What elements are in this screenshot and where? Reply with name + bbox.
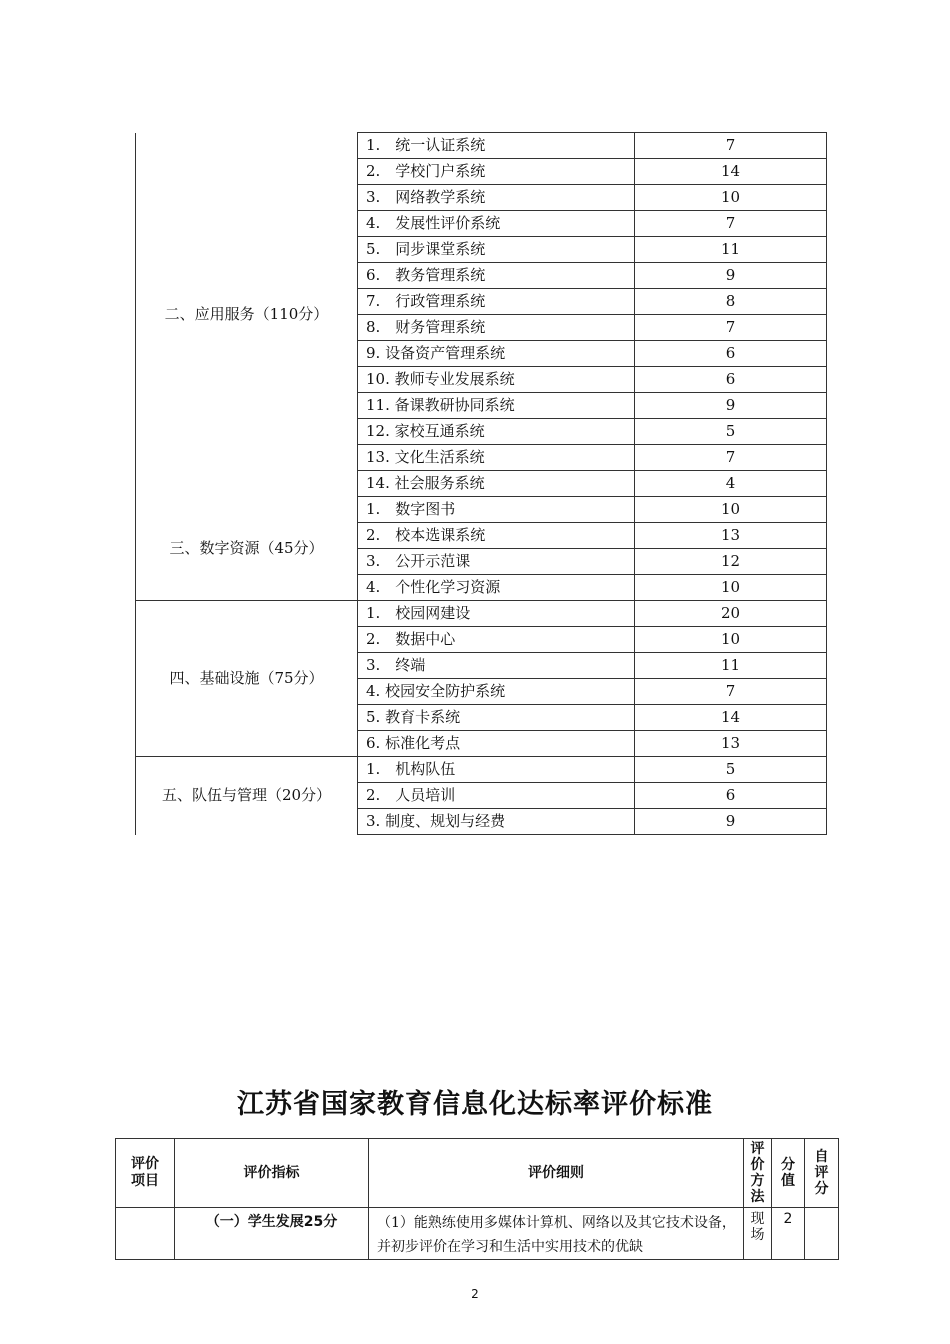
item-cell: 1. 机构队伍 — [358, 757, 635, 783]
item-cell: 5. 教育卡系统 — [358, 705, 635, 731]
header-project: 评价项目 — [116, 1139, 175, 1208]
item-cell: 4. 校园安全防护系统 — [358, 679, 635, 705]
score-cell: 14 — [635, 159, 827, 185]
header-indicator: 评价指标 — [175, 1139, 369, 1208]
score-cell: 9 — [635, 809, 827, 835]
category-cell: 五、队伍与管理（20分） — [136, 757, 358, 835]
category-cell: 三、数字资源（45分） — [136, 497, 358, 601]
table-row — [136, 757, 827, 783]
item-cell: 3. 公开示范课 — [358, 549, 635, 575]
score-cell: 7 — [635, 211, 827, 237]
item-cell: 4. 发展性评价系统 — [358, 211, 635, 237]
category-cell: 二、应用服务（110分） — [136, 133, 358, 497]
table-row — [136, 601, 827, 627]
score-cell: 6 — [635, 367, 827, 393]
item-cell: 10. 教师专业发展系统 — [358, 367, 635, 393]
score-cell: 6 — [635, 341, 827, 367]
score-cell: 6 — [635, 783, 827, 809]
header-value: 分值 — [772, 1139, 805, 1208]
page-number: 2 — [471, 1287, 479, 1301]
score-cell: 8 — [635, 289, 827, 315]
item-cell: 13. 文化生活系统 — [358, 445, 635, 471]
cell-detail: （1）能熟练使用多媒体计算机、网络以及其它技术设备，并初步评价在学习和生活中实用技术的优缺 — [369, 1208, 744, 1260]
score-cell: 5 — [635, 757, 827, 783]
header-method: 评价方法 — [744, 1139, 772, 1208]
item-cell: 3. 网络教学系统 — [358, 185, 635, 211]
item-cell: 1. 校园网建设 — [358, 601, 635, 627]
score-cell: 12 — [635, 549, 827, 575]
item-cell: 2. 校本选课系统 — [358, 523, 635, 549]
item-cell: 1. 统一认证系统 — [358, 133, 635, 159]
cell-value: 2 — [772, 1208, 805, 1260]
item-cell: 4. 个性化学习资源 — [358, 575, 635, 601]
score-cell: 9 — [635, 393, 827, 419]
score-table — [135, 132, 827, 835]
score-cell: 11 — [635, 653, 827, 679]
item-cell: 6. 标准化考点 — [358, 731, 635, 757]
cell-project — [116, 1208, 175, 1260]
score-cell: 4 — [635, 471, 827, 497]
header-detail: 评价细则 — [369, 1139, 744, 1208]
score-cell: 9 — [635, 263, 827, 289]
item-cell: 11. 备课教研协同系统 — [358, 393, 635, 419]
item-cell: 1. 数字图书 — [358, 497, 635, 523]
score-cell: 20 — [635, 601, 827, 627]
table-row — [136, 497, 827, 523]
item-cell: 6. 教务管理系统 — [358, 263, 635, 289]
table-header-row — [116, 1139, 839, 1208]
table-row — [136, 133, 827, 159]
item-cell: 2. 人员培训 — [358, 783, 635, 809]
score-cell: 10 — [635, 497, 827, 523]
item-cell: 12. 家校互通系统 — [358, 419, 635, 445]
item-cell: 14. 社会服务系统 — [358, 471, 635, 497]
item-cell: 8. 财务管理系统 — [358, 315, 635, 341]
score-cell: 5 — [635, 419, 827, 445]
score-cell: 7 — [635, 315, 827, 341]
score-cell: 11 — [635, 237, 827, 263]
cell-self-score — [805, 1208, 839, 1260]
item-cell: 5. 同步课堂系统 — [358, 237, 635, 263]
score-cell: 14 — [635, 705, 827, 731]
score-cell: 10 — [635, 627, 827, 653]
category-cell: 四、基础设施（75分） — [136, 601, 358, 757]
item-cell: 2. 学校门户系统 — [358, 159, 635, 185]
item-cell: 3. 终端 — [358, 653, 635, 679]
score-cell: 10 — [635, 185, 827, 211]
score-cell: 7 — [635, 679, 827, 705]
item-cell: 3. 制度、规划与经费 — [358, 809, 635, 835]
header-self-score: 自评分 — [805, 1139, 839, 1208]
score-cell: 13 — [635, 523, 827, 549]
item-cell: 2. 数据中心 — [358, 627, 635, 653]
cell-indicator: （一）学生发展25分 — [175, 1208, 369, 1260]
table-row — [116, 1208, 839, 1260]
item-cell: 9. 设备资产管理系统 — [358, 341, 635, 367]
cell-method: 现场 — [744, 1208, 772, 1260]
item-cell: 7. 行政管理系统 — [358, 289, 635, 315]
score-cell: 7 — [635, 133, 827, 159]
score-cell: 7 — [635, 445, 827, 471]
evaluation-standard-table — [115, 1138, 839, 1260]
score-cell: 10 — [635, 575, 827, 601]
document-title: 江苏省国家教育信息化达标率评价标准 — [237, 1089, 713, 1120]
score-cell: 13 — [635, 731, 827, 757]
